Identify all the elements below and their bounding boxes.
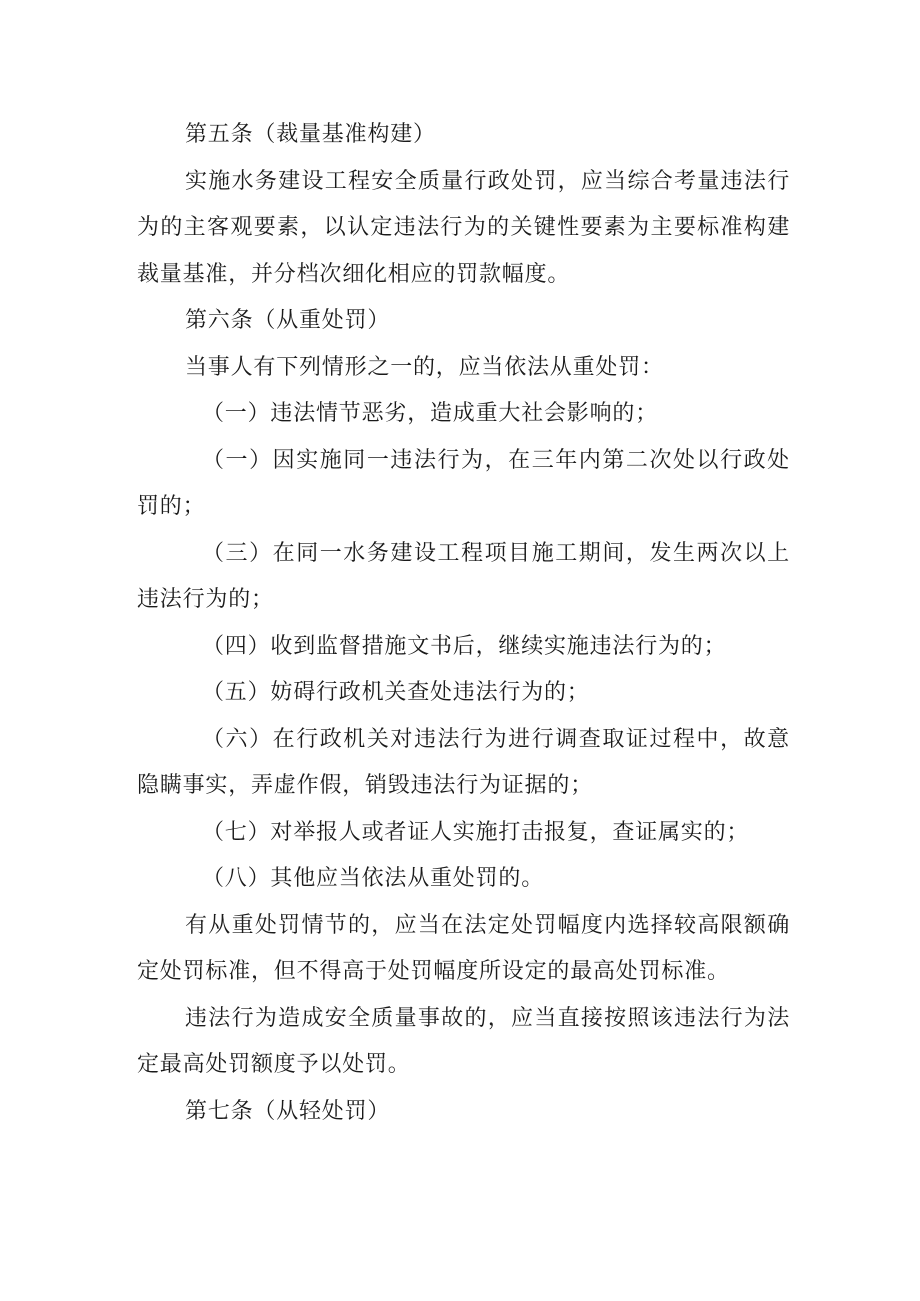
article-6-heading: 第六条（从重处罚） — [185, 308, 391, 333]
article-6-intro: 当事人有下列情形之一的，应当依法从重处罚： — [185, 354, 664, 380]
article-6-range-paragraph: 有从重处罚情节的，应当在法定处罚幅度内选择较高限额确定处罚标准，但不得高于处罚幅度所设定的最高处罚标准。 — [137, 912, 790, 984]
list-item: （三）在同一水务建设工程项目施工期间，发生两次以上违法行为的； — [137, 540, 790, 612]
list-item: （五）妨碍行政机关查处违法行为的； — [202, 680, 590, 705]
list-item: （七）对举报人或者证人实施打击报复，查证属实的； — [202, 819, 750, 845]
list-item: （一）因实施同一违法行为，在三年内第二次处以行政处罚的； — [137, 447, 790, 519]
article-5-body: 实施水务建设工程安全质量行政处罚，应当综合考量违法行为的主客观要素，以认定违法行为的关键性要素为主要标准构建裁量基准，并分档次细化相应的罚款幅度。 — [137, 168, 790, 287]
list-item: （一）违法情节恶劣，造成重大社会影响的； — [202, 401, 659, 426]
list-item: （六）在行政机关对违法行为进行调查取证过程中，故意隐瞒事实，弄虚作假，销毁违法行为证据的； — [137, 726, 790, 798]
article-5-heading: 第五条（裁量基准构建） — [185, 122, 436, 147]
document-page — [137, 112, 790, 1135]
list-item: （四）收到监督措施文书后，继续实施违法行为的； — [202, 633, 727, 659]
list-item: （八）其他应当依法从重处罚的。 — [202, 866, 545, 891]
article-7-heading: 第七条（从轻处罚） — [185, 1098, 391, 1124]
article-6-accident-paragraph: 违法行为造成安全质量事故的，应当直接按照该违法行为法定最高处罚额度予以处罚。 — [137, 1005, 790, 1077]
